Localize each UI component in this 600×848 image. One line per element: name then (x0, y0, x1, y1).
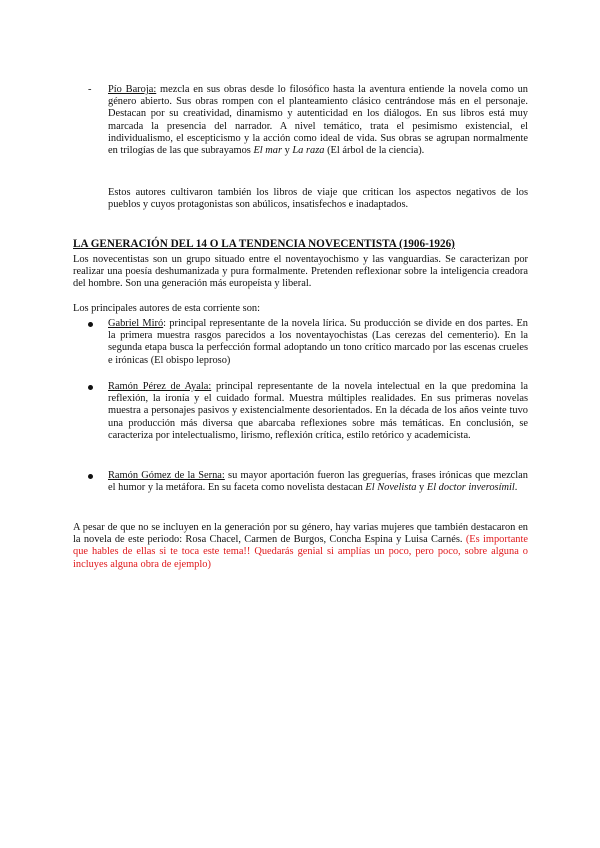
author-text-perez-de-ayala (108, 381, 528, 442)
author-text-miro (108, 318, 528, 367)
work-el-novelista: El Novelista (365, 482, 417, 494)
gomez-tail: . (514, 482, 518, 494)
baroja-description: mezcla en sus obras desde lo filosófico hasta la aventura entiende la novela como un género abierto. Sus obras rompen con el planteamiento clásico centrándose más en el personaje. Destacan por su creatividad, dinamismo y autenticidad en los diálogos. En sus libros está muy marcada la presencia del narrador. A nivel temático, trata el pesimismo existencial, el individualismo, el escepticismo y la acción como ideal de vida. Sus obras se agrupan normalmente en trilogías de las que subrayamos (108, 84, 528, 157)
authors-lead: Los principales autores de esta corriente son: (73, 303, 260, 314)
author-description-perez-de-ayala: principal representante de la novela intelectual en la que predomina la reflexión, la ironía y el cuidado formal. Muestra múltiples realidades. En sus primeras novelas muestra a personajes pasivos y existencialmente desorientados. En la década de los años veinte tuvo una producción más diversa que abarcaba reflexiones sobre más temáticas. En conclusión, se caracteriza por intelectualismo, lirismo, reflexión crítica, estilo retórico y academicista. (108, 381, 529, 441)
baroja-tail: (El árbol de la ciencia). (324, 145, 425, 157)
dash-marker: - (88, 84, 92, 95)
work-la-raza: La raza (292, 145, 325, 157)
author-name-miro: Gabriel Miró (108, 318, 164, 329)
baroja-text (108, 84, 528, 157)
baroja-join: y (282, 145, 293, 157)
author-description-gomez-de-la-serna: su mayor aportación fueron las greguerías, frases irónicas que mezclan el humor y la metáfora. En su faceta como novelista destacan (108, 470, 528, 494)
bullet-icon (88, 385, 93, 390)
closing-paragraph (73, 522, 528, 571)
author-name-gomez-de-la-serna: Ramón Gómez de la Serna: (108, 470, 225, 481)
gomez-join: y (416, 482, 427, 494)
author-item-miro (88, 318, 528, 367)
teacher-note: (Es importante que hables de ellas si te toca este tema!! Quedarás genial si amplías un poco, pero poco, sobre alguna o incluyes alguna obra de ejemplo) (73, 534, 529, 570)
author-name-baroja: Pío Baroja: (108, 84, 157, 95)
baroja-item (88, 84, 528, 157)
bullet-icon (88, 474, 93, 479)
author-name-perez-de-ayala: Ramón Pérez de Ayala: (108, 381, 212, 392)
travel-books-paragraph: Estos autores cultivaron también los libros de viaje que critican los aspectos negativos de los pueblos y cuyos protagonistas son abúlicos, insatisfechos e inadaptados. (108, 187, 528, 211)
section-heading: LA GENERACIÓN DEL 14 O LA TENDENCIA NOVECENTISTA (1906-1926) (73, 238, 455, 250)
work-el-doctor-inverosimil: El doctor inverosímil (426, 482, 515, 494)
section-intro: Los novecentistas son un grupo situado entre el noventayochismo y las vanguardias. Se caracterizan por realizar una poesía deshumanizada y pura formalmente. Pretenden reflexionar sobre la inteligencia creadora del hombre. Son una generación más europeísta y liberal. (73, 254, 528, 290)
author-item-gomez-de-la-serna (88, 470, 528, 494)
author-item-perez-de-ayala (88, 381, 528, 442)
author-description-miro: : principal representante de la novela lírica. Su producción se divide en dos partes. En la primera muestra rasgos parecidos a los noventayochistas (Las cerezas del cementerio). En la segunda etapa busca la perfección formal adoptando un tono crítico marcado por las escenas crueles e irónicas (El obispo leproso) (108, 318, 528, 366)
author-text-gomez-de-la-serna (108, 470, 528, 494)
closing-text: A pesar de que no se incluyen en la generación por su género, hay varias mujeres que también destacaron en la novela de este periodo: Rosa Chacel, Carmen de Burgos, Concha Espina y Luisa Carnés. (73, 522, 528, 546)
bullet-icon (88, 322, 93, 327)
work-el-mar: El mar (253, 145, 283, 157)
